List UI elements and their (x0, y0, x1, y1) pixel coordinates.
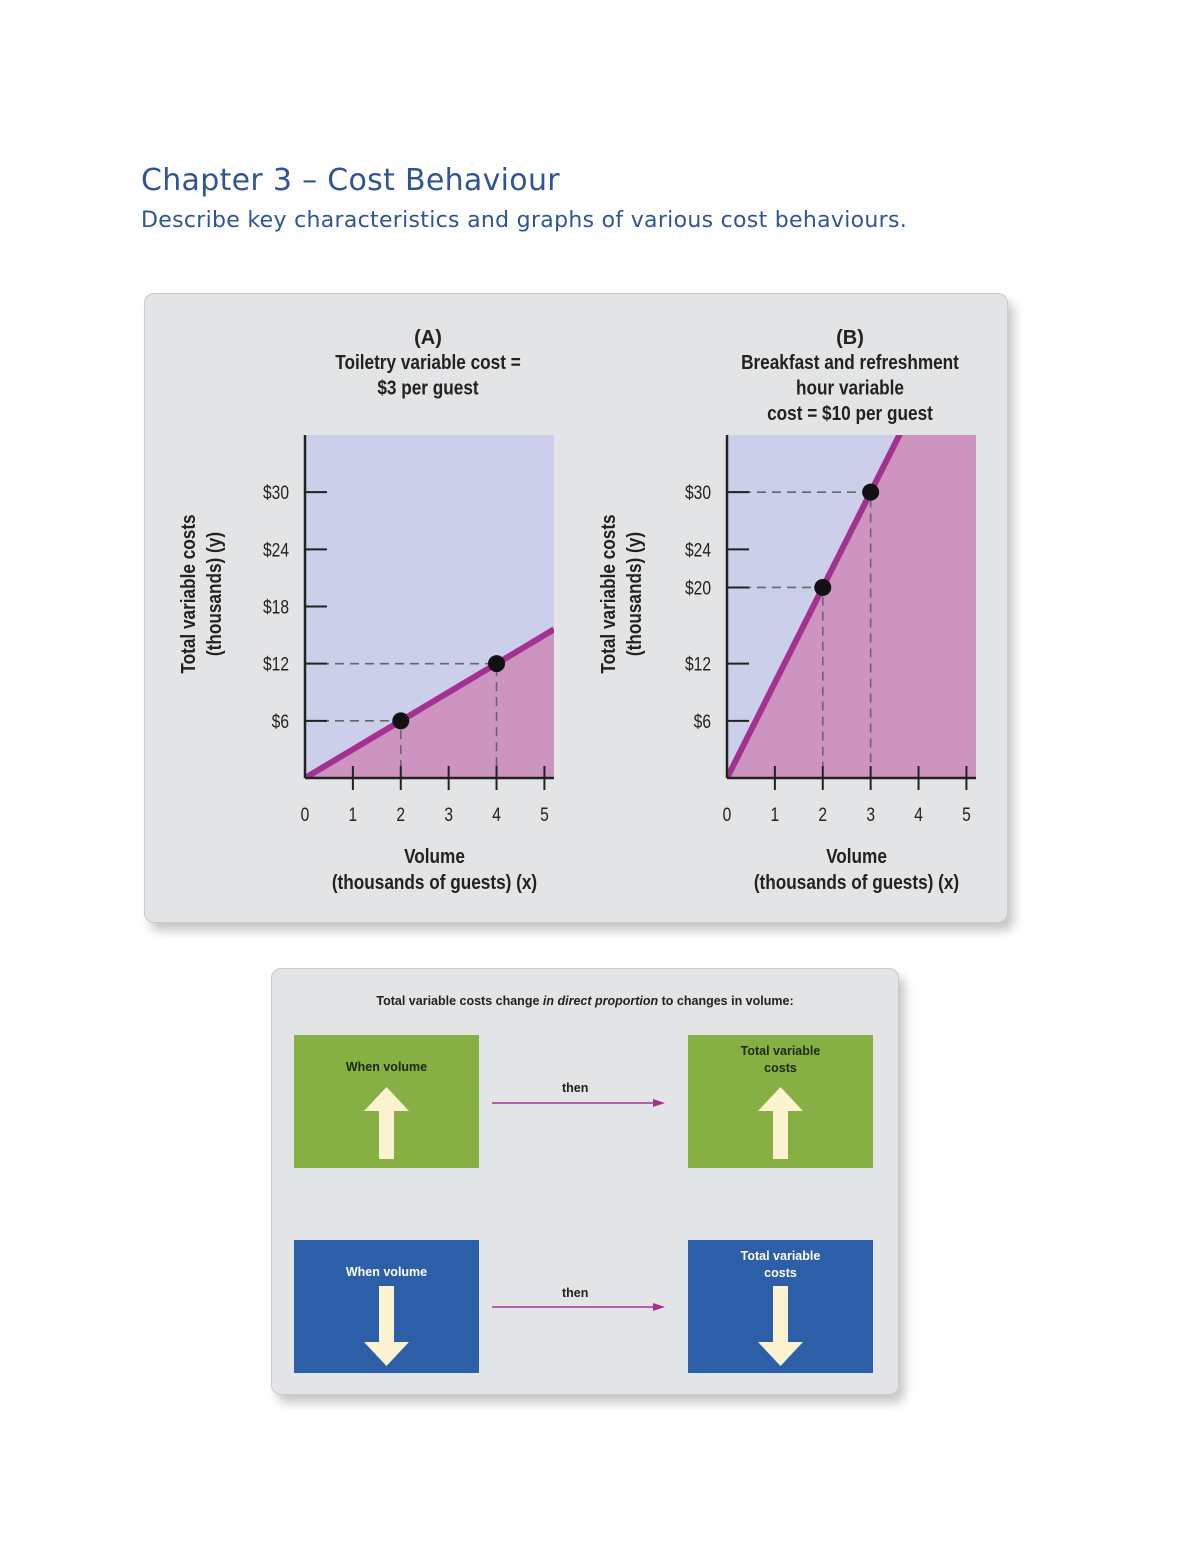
chart-b-title-line: hour variable (796, 376, 904, 399)
then-label-down: then (562, 1286, 589, 1300)
then-label-up: then (562, 1081, 589, 1095)
chart-a-y-tick-label: $12 (263, 653, 289, 676)
chart-a-data-point (392, 712, 409, 729)
right-arrow-icon (491, 1300, 667, 1314)
page-heading: Chapter 3 – Cost Behaviour (141, 163, 560, 198)
flow-panel (271, 968, 899, 1395)
chart-b-data-point (862, 484, 879, 501)
chart-a (305, 435, 554, 790)
chart-a-y-tick-label: $6 (271, 710, 289, 733)
chart-a-x-tick-label: 4 (492, 803, 501, 826)
chart-b-title-line: Breakfast and refreshment (741, 350, 959, 374)
costs-down-label-line1: Total variable (740, 1249, 821, 1263)
chart-a-x-tick-label: 1 (348, 803, 358, 826)
chart-a-title-line: $3 per guest (377, 376, 479, 399)
chart-a-y-tick-label: $30 (263, 481, 289, 504)
chart-a-y-axis-title: Total variable costs (176, 514, 200, 674)
chart-b-y-tick-label: $20 (685, 576, 711, 599)
chart-b-x-tick-label: 5 (962, 803, 971, 826)
volume-down-box (294, 1240, 479, 1373)
costs-up-label-line2: costs (764, 1061, 797, 1075)
chart-b-y-tick-label: $24 (685, 538, 711, 561)
volume-up-label: When volume (345, 1060, 428, 1074)
volume-up-box (294, 1035, 479, 1168)
chart-b-data-point (814, 579, 831, 596)
costs-up-box (688, 1035, 873, 1168)
down-arrow-icon (688, 1240, 873, 1373)
chart-a-x-axis-title: Volume (404, 844, 465, 868)
page-subheading: Describe key characteristics and graphs of various cost behaviours. (141, 208, 908, 233)
chart-b-x-tick-label: 3 (866, 803, 875, 826)
chart-b-x-axis-title: Volume (826, 844, 887, 868)
chart-a-data-point (488, 655, 505, 672)
chart-a-x-tick-label: 5 (540, 803, 549, 826)
chart-a-x-axis-subtitle: (thousands of guests) (x) (331, 870, 538, 894)
chart-b-y-axis-title: Total variable costs (596, 514, 620, 674)
charts-panel (144, 293, 1008, 923)
flow-title (272, 994, 898, 1008)
chart-a-x-tick-label: 2 (396, 803, 406, 826)
up-arrow-icon (688, 1035, 873, 1168)
chart-b-x-tick-label: 0 (722, 803, 732, 826)
chart-a-x-tick-label: 0 (300, 803, 310, 826)
chart-b-y-tick-label: $12 (685, 653, 711, 676)
chart-b-x-axis-subtitle: (thousands of guests) (x) (753, 870, 960, 894)
flow-title-after: to changes in volume: (658, 994, 794, 1008)
chart-b-x-tick-label: 1 (770, 803, 780, 826)
up-arrow-icon (294, 1035, 479, 1168)
flow-title-before: Total variable costs change (376, 994, 543, 1008)
chart-a-panel-label: (A) (414, 327, 442, 349)
chart-b-panel-label: (B) (836, 327, 864, 349)
chart-a-y-tick-label: $24 (263, 538, 289, 561)
chart-b-y-tick-label: $30 (685, 481, 711, 504)
chart-a-y-tick-label: $18 (263, 596, 289, 618)
chart-b-x-tick-label: 4 (914, 803, 923, 826)
down-arrow-icon (294, 1240, 479, 1373)
right-arrow-icon (491, 1096, 667, 1110)
costs-down-label-line2: costs (764, 1266, 797, 1280)
charts-figure (145, 294, 1007, 922)
chart-b-y-tick-label: $6 (693, 710, 711, 733)
chart-b-x-tick-label: 2 (818, 803, 828, 826)
chart-a-x-tick-label: 3 (444, 803, 453, 826)
flow-title-emphasis: in direct proportion (542, 994, 659, 1008)
costs-down-box (688, 1240, 873, 1373)
chart-a-title-line: Toiletry variable cost = (335, 350, 521, 374)
chart-b-y-axis-subtitle: (thousands) (y) (622, 531, 646, 657)
chart-b-title-line: cost = $10 per guest (767, 401, 933, 425)
volume-down-label: When volume (345, 1265, 428, 1279)
costs-up-label-line1: Total variable (740, 1044, 821, 1058)
chart-a-y-axis-subtitle: (thousands) (y) (202, 531, 226, 657)
